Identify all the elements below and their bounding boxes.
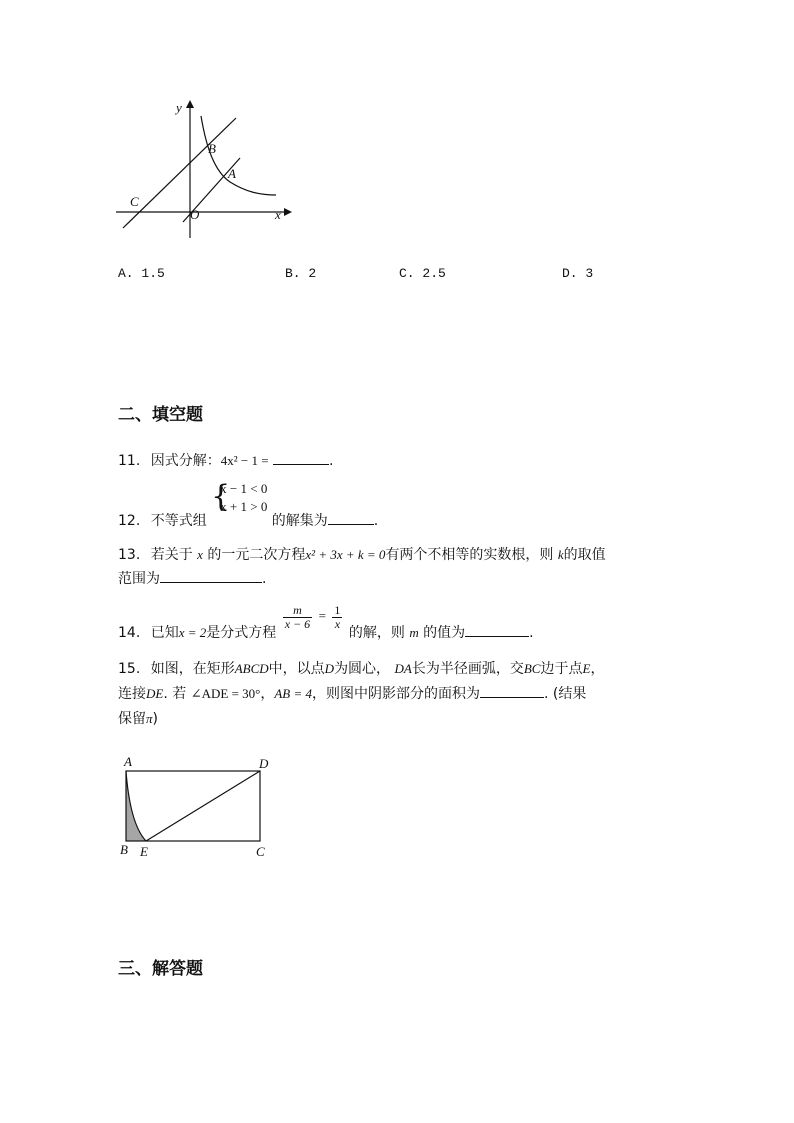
label-b: B xyxy=(120,842,128,857)
q15-text-2b: . 若 xyxy=(163,686,187,702)
q15-text-2e: . (结果 xyxy=(544,686,587,702)
q13-text-2: 的一元二次方程 xyxy=(207,547,306,563)
question-15-line-3 xyxy=(118,708,158,728)
q13-period: . xyxy=(262,571,267,587)
q14-number: 14. xyxy=(118,624,141,641)
q13-var-x: x xyxy=(197,547,203,562)
question-15-line-1 xyxy=(118,658,604,678)
section-2-heading: 二、填空题 xyxy=(118,405,203,425)
q14-text-1: 已知 xyxy=(150,624,179,641)
q11-period: . xyxy=(328,453,334,469)
q15-pi: π xyxy=(146,711,153,726)
q14-frac2-denominator: x xyxy=(334,617,341,631)
choice-b: B. 2 xyxy=(285,266,317,281)
question-12 xyxy=(118,479,379,529)
q15-e: E xyxy=(582,661,591,676)
q15-abcd: ABCD xyxy=(234,661,269,676)
question-15-line-2 xyxy=(118,683,586,703)
x-axis-arrow xyxy=(284,208,292,216)
q12-inequality-system xyxy=(211,480,267,516)
segment-de xyxy=(146,771,260,841)
y-axis-arrow xyxy=(186,100,194,108)
q14-frac2-numerator: 1 xyxy=(334,603,341,617)
q15-ab: AB = 4 xyxy=(274,686,312,701)
point-c-label: C xyxy=(130,194,139,209)
q12-line-1: x − 1 < 0 xyxy=(220,481,268,496)
q12-brace: { xyxy=(211,479,231,514)
q14-text-2: 是分式方程 xyxy=(206,624,277,641)
label-a: A xyxy=(124,754,132,769)
x-axis-label: x xyxy=(275,207,281,222)
q15-figure xyxy=(116,754,276,864)
q11-answer-blank[interactable] xyxy=(273,450,329,465)
rectangle-abcd xyxy=(126,771,260,841)
q12-number: 12. xyxy=(118,513,141,529)
q15-number: 15. xyxy=(118,661,141,677)
question-13-line-1 xyxy=(118,544,606,564)
choice-d: D. 3 xyxy=(562,266,594,281)
q13-number: 13. xyxy=(118,547,141,563)
q15-text-2c: ， xyxy=(260,686,275,702)
point-b-label: B xyxy=(208,141,216,156)
q13-answer-blank[interactable] xyxy=(160,568,262,583)
q15-bc: BC xyxy=(523,661,541,676)
label-c: C xyxy=(256,844,265,859)
q14-equals: = xyxy=(318,607,326,623)
q15-text-1b: 中，以点 xyxy=(268,661,325,677)
q11-number: 11. xyxy=(118,453,141,469)
origin-label: O xyxy=(190,207,200,222)
q12-answer-blank[interactable] xyxy=(328,510,374,525)
q13-text-5: 范围为 xyxy=(118,571,160,587)
q15-text-1f: ， xyxy=(590,661,605,677)
q13-text-3: 有两个不相等的实数根，则 xyxy=(385,547,554,563)
q12-period: . xyxy=(373,513,379,529)
q12-line-2: x + 1 > 0 xyxy=(220,499,268,514)
q14-frac1-denominator: x − 6 xyxy=(284,617,311,631)
q14-answer-blank[interactable] xyxy=(465,622,529,637)
q15-text-3b: ) xyxy=(152,711,158,727)
q11-text: 因式分解： xyxy=(150,453,221,469)
q13-text-1: 若关于 xyxy=(150,547,193,563)
q14-condition: x = 2 xyxy=(178,624,207,640)
q15-text-1a: 如图，在矩形 xyxy=(150,661,235,677)
q14-fraction-1 xyxy=(283,604,312,631)
q15-de: DE xyxy=(146,686,164,701)
q15-text-1c: 为圆心， xyxy=(334,661,391,677)
question-14 xyxy=(118,604,534,640)
q15-angle: ∠ADE = 30° xyxy=(190,686,261,701)
q15-d: D xyxy=(324,661,335,676)
question-11 xyxy=(118,450,333,470)
shaded-region xyxy=(126,771,146,841)
q15-text-2a: 连接 xyxy=(118,686,146,702)
q10-graph xyxy=(110,96,295,244)
q12-text: 不等式组 xyxy=(150,513,207,529)
q11-expression: 4x² − 1 = xyxy=(220,453,269,468)
label-d: D xyxy=(259,756,269,771)
label-e: E xyxy=(140,844,148,859)
point-a-label: A xyxy=(228,166,236,181)
q15-text-1d: 长为半径画弧，交 xyxy=(411,661,524,677)
q13-equation: x² + 3x + k = 0 xyxy=(305,547,386,562)
coordinate-graph xyxy=(110,96,295,244)
q12-after-text: 的解集为 xyxy=(271,513,328,529)
q14-text-3: 的解，则 xyxy=(348,624,405,641)
q14-period: . xyxy=(529,624,534,641)
q14-frac1-numerator: m xyxy=(283,604,312,618)
section-3-heading: 三、解答题 xyxy=(118,959,203,979)
choice-a: A. 1.5 xyxy=(118,266,165,281)
q15-text-2d: ，则图中阴影部分的面积为 xyxy=(312,686,480,702)
q15-text-1e: 边于点 xyxy=(540,661,583,677)
choice-c: C. 2.5 xyxy=(399,266,446,281)
y-axis-label: y xyxy=(176,100,182,115)
q13-text-4: 的取值 xyxy=(563,547,606,563)
q15-text-3a: 保留 xyxy=(118,711,146,727)
q15-answer-blank[interactable] xyxy=(480,683,544,698)
question-13-line-2 xyxy=(118,568,266,588)
q14-text-4: 的值为 xyxy=(423,624,466,641)
q15-da: DA xyxy=(394,661,412,676)
q14-var-m: m xyxy=(409,624,419,640)
q13-var-k: k xyxy=(557,547,564,562)
q14-fraction-2 xyxy=(332,604,342,631)
